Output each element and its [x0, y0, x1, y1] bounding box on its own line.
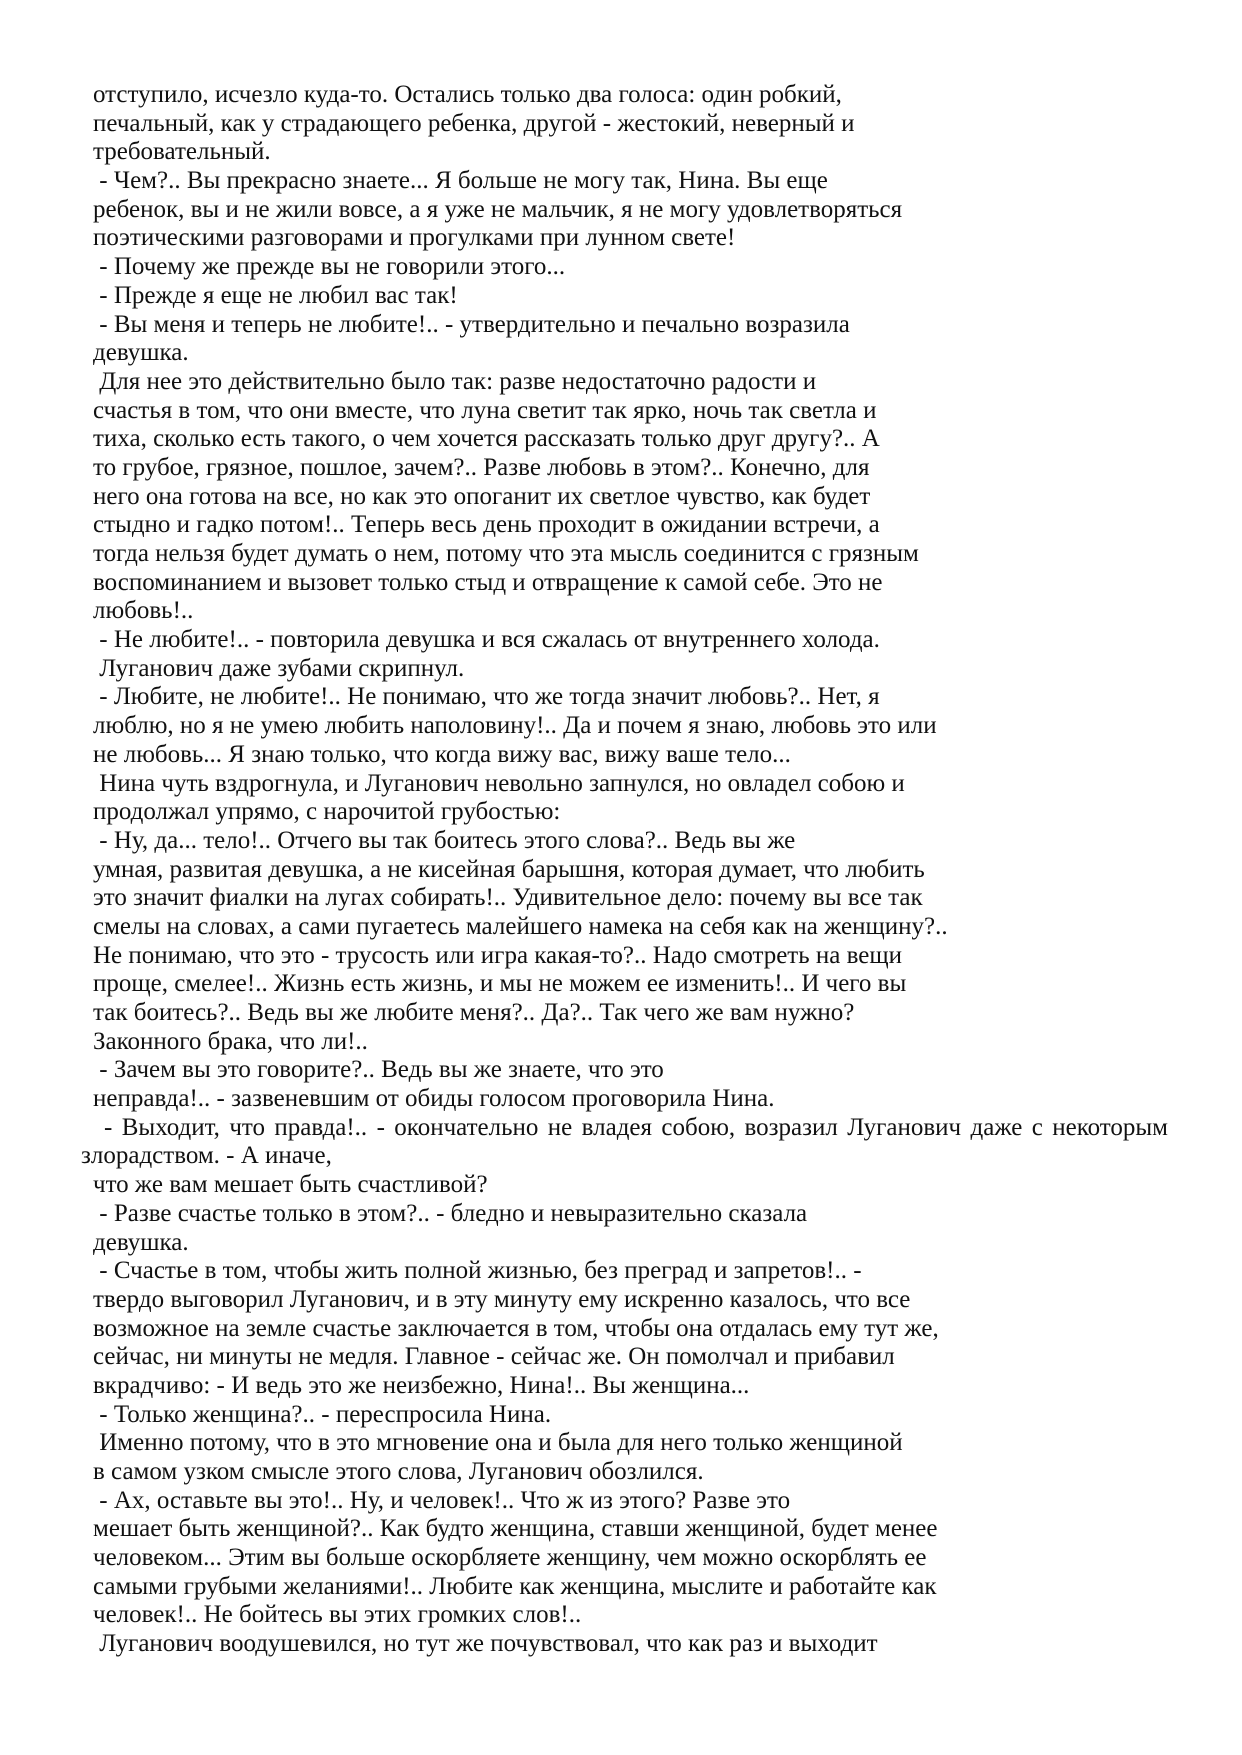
text-line: продолжал упрямо, с нарочитой грубостью:: [93, 798, 561, 826]
text-line: него она готова на все, но как это опоганит их светлое чувство, как будет: [93, 482, 871, 510]
text-line: любовь!..: [93, 597, 194, 625]
text-line: стыдно и гадко потом!.. Теперь весь день проходит в ожидании встречи, а: [93, 511, 880, 539]
text-line: сейчас, ни минуты не медля. Главное - сейчас же. Он помолчал и прибавил: [93, 1343, 895, 1371]
text-line: - Почему же прежде вы не говорили этого...: [93, 253, 566, 281]
text-line: девушка.: [93, 339, 189, 367]
text-line: это значит фиалки на лугах собирать!.. Удивительное дело: почему вы все так: [93, 884, 923, 912]
text-line: воспоминанием и вызовет только стыд и отвращение к самой себе. Это не: [93, 568, 883, 596]
text-line: смелы на словах, а сами пугаетесь малейшего намека на себя как на женщину?..: [93, 912, 948, 940]
text-line: Не понимаю, что это - трусость или игра какая-то?.. Надо смотреть на вещи: [93, 941, 902, 969]
text-line: девушка.: [93, 1228, 189, 1256]
text-line: твердо выговорил Луганович, и в эту минуту ему искренно казалось, что все: [93, 1285, 911, 1313]
text-line: - Не любите!.. - повторила девушка и вся сжалась от внутреннего холода.: [93, 626, 880, 654]
text-line: - Чем?.. Вы прекрасно знаете... Я больше не могу так, Нина. Вы еще: [93, 167, 828, 195]
body-text: [81, 81, 1193, 1659]
text-line: тиха, сколько есть такого, о чем хочется рассказать только друг другу?.. А: [93, 425, 880, 453]
text-line: - Зачем вы это говорите?.. Ведь вы же знаете, что это: [93, 1056, 664, 1084]
text-line: отступило, исчезло куда-то. Остались только два голоса: один робкий,: [93, 81, 842, 108]
text-line: человеком... Этим вы больше оскорбляете женщину, чем можно оскорблять ее: [93, 1544, 927, 1572]
text-line: тогда нельзя будет думать о нем, потому что эта мысль соединится с грязным: [93, 540, 919, 567]
text-line: - Вы меня и теперь не любите!.. - утвердительно и печально возразила: [93, 310, 850, 338]
text-line: счастья в том, что они вместе, что луна светит так ярко, ночь так светла и: [93, 396, 877, 424]
text-line: то грубое, грязное, пошлое, зачем?.. Разве любовь в этом?.. Конечно, для: [93, 453, 870, 481]
text-line: люблю, но я не умею любить наполовину!.. Да и почем я знаю, любовь это или: [93, 712, 937, 740]
text-line: так боитесь?.. Ведь вы же любите меня?.. Да?.. Так чего же вам нужно?: [93, 999, 855, 1026]
text-line: - Любите, не любите!.. Не понимаю, что же тогда значит любовь?.. Нет, я: [93, 683, 880, 711]
text-line: человек!.. Не бойтесь вы этих громких слов!..: [93, 1601, 582, 1629]
text-line: - Только женщина?.. - переспросила Нина.: [93, 1400, 552, 1428]
text-line: - Ах, оставьте вы это!.. Ну, и человек!.. Что ж из этого? Разве это: [93, 1486, 791, 1514]
text-line: что же вам мешает быть счастливой?: [93, 1171, 488, 1199]
text-line: проще, смелее!.. Жизнь есть жизнь, и мы не можем ее изменить!.. И чего вы: [93, 970, 907, 998]
text-line: требовательный.: [93, 138, 271, 166]
text-line: неправда!.. - зазвеневшим от обиды голосом проговорила Нина.: [93, 1085, 775, 1113]
text-line: в самом узком смысле этого слова, Луганович обозлился.: [93, 1458, 704, 1485]
text-line: ребенок, вы и не жили вовсе, а я уже не мальчик, я не могу удовлетворяться: [93, 195, 903, 223]
text-line: возможное на земле счастье заключается в том, чтобы она отдалась ему тут же,: [93, 1314, 939, 1342]
text-line-justified: - Выходит, что правда!.. - окончательно не владея собою, возразил Луганович даже с некоторым: [104, 1113, 1168, 1141]
text-line: Для нее это действительно было так: разве недостаточно радости и: [93, 367, 817, 395]
text-line: поэтическими разговорами и прогулками при лунном свете!: [93, 224, 736, 252]
text-line: - Прежде я еще не любил вас так!: [93, 281, 458, 309]
text-line: не любовь... Я знаю только, что когда вижу вас, вижу ваше тело...: [93, 740, 791, 768]
text-line: Именно потому, что в это мгновение она и была для него только женщиной: [93, 1429, 903, 1457]
text-line: - Ну, да... тело!.. Отчего вы так боитесь этого слова?.. Ведь вы же: [93, 826, 796, 854]
text-line: вкрадчиво: - И ведь это же неизбежно, Нина!.. Вы женщина...: [93, 1371, 750, 1399]
text-line: - Разве счастье только в этом?.. - бледно и невыразительно сказала: [93, 1199, 808, 1227]
text-line: - Счастье в том, чтобы жить полной жизнью, без преград и запретов!.. -: [93, 1257, 862, 1285]
text-line: Законного брака, что ли!..: [93, 1027, 368, 1055]
text-line: мешает быть женщиной?.. Как будто женщина, ставши женщиной, будет менее: [93, 1515, 938, 1543]
text-line: Луганович воодушевился, но тут же почувствовал, что как раз и выходит: [93, 1630, 878, 1658]
text-line: самыми грубыми желаниями!.. Любите как женщина, мыслите и работайте как: [93, 1572, 937, 1600]
text-line: Луганович даже зубами скрипнул.: [93, 654, 465, 682]
text-line: злорадством. - А иначе,: [81, 1142, 332, 1170]
text-line: Нина чуть вздрогнула, и Луганович невольно запнулся, но овладел собою и: [93, 769, 905, 797]
text-line: печальный, как у страдающего ребенка, другой - жестокий, неверный и: [93, 109, 855, 137]
text-line: умная, развитая девушка, а не кисейная барышня, которая думает, что любить: [93, 855, 925, 883]
